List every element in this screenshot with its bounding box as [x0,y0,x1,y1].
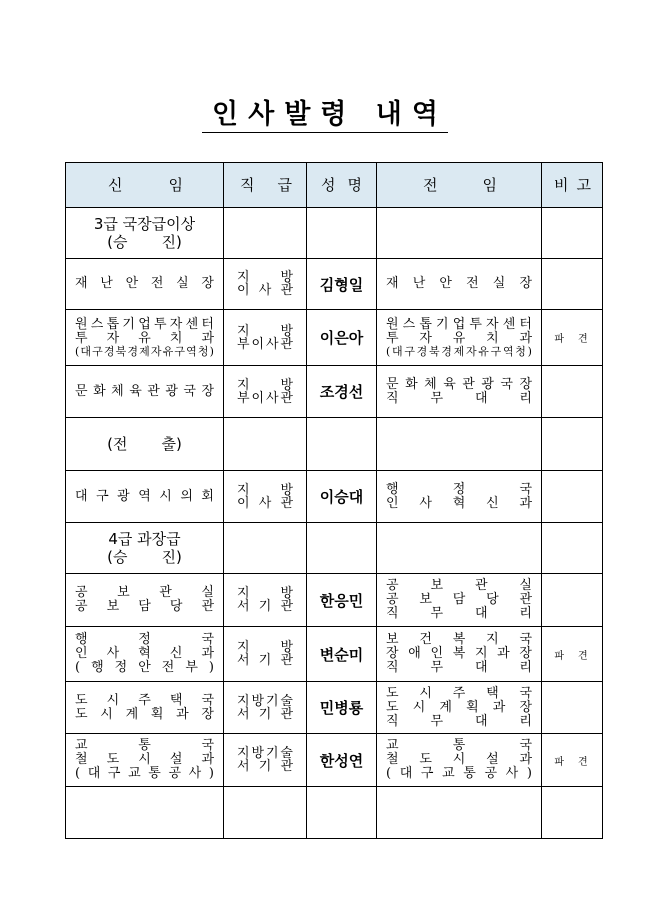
header-name: 성 명 [307,163,377,208]
grade-cell [224,471,307,523]
new-post-line: 대 구 광 역 시 의 회 [75,488,214,504]
prev-post-line: 장 애 인 복 지 과 장 [386,646,532,661]
new-post-line: 철 도 시 설 과 [75,752,214,767]
note-cell [542,682,603,734]
note-cell: 파견 [542,734,603,787]
new-post-line: 투 자 유 치 과 [75,330,214,346]
grade-line: 지 방 [237,323,293,339]
new-post-line: 원 스 톱 기 업 투 자 센 터 [75,316,214,332]
personnel-table [65,162,603,839]
prev-post-cell [377,366,542,418]
new-post-line: 도 시 주 택 국 [75,692,214,708]
new-post-line: 재 난 안 전 실 장 [75,276,214,291]
empty-row [66,787,603,839]
person-name: 한성연 [307,734,377,787]
grade-cell [224,366,307,418]
prev-post-cell [377,682,542,734]
new-post-cell [66,259,224,310]
prev-post-cell [377,310,542,366]
new-post-cell [66,471,224,523]
table-row [66,471,603,523]
prev-post-line: 행 정 국 [386,481,532,497]
header-note: 비 고 [542,163,603,208]
grade-line: 지 방 [237,482,293,498]
header-new-post: 신 임 [66,163,224,208]
prev-post-line: 인 사 혁 신 과 [386,495,532,511]
header-row [66,163,603,208]
grade-cell [224,734,307,787]
note-cell [542,471,603,523]
prev-post-cell [377,734,542,787]
table-row [66,627,603,682]
prev-post-line: 교 통 국 [386,738,532,753]
new-post-cell [66,627,224,682]
prev-post-line: 원 스 톱 기 업 투 자 센 터 [386,316,532,332]
prev-post-line: 철 도 시 설 과 [386,752,532,767]
new-post-line: ( 대 구 교 통 공 사 ) [75,766,214,781]
table-row [66,366,603,418]
section-row [66,418,603,471]
new-post-cell [66,734,224,787]
prev-post-cell [377,574,542,627]
table-row [66,682,603,734]
grade-line: 지 방 기 술 [237,746,293,761]
header-grade: 직 급 [224,163,307,208]
person-name: 이은아 [307,310,377,366]
new-post-line: 문 화 체 육 관 광 국 장 [75,383,214,399]
grade-line: 부 이 사 관 [237,390,293,406]
section-row [66,208,603,259]
table-row [66,574,603,627]
grade-line: 부 이 사 관 [237,336,293,352]
prev-post-line: 직 무 대 리 [386,606,532,621]
note-cell [542,366,603,418]
person-name: 김형일 [307,259,377,310]
grade-line: 서 기 관 [237,599,293,614]
grade-cell [224,310,307,366]
prev-post-line: 보 건 복 지 국 [386,632,532,647]
person-name: 민병룡 [307,682,377,734]
prev-post-cell [377,471,542,523]
prev-post-line: 공 보 담 당 관 [386,592,532,607]
person-name: 조경선 [307,366,377,418]
note-cell: 파견 [542,627,603,682]
prev-post-line: ( 대 구 교 통 공 사 ) [386,766,532,781]
prev-post-cell [377,259,542,310]
new-post-line: 공 보 관 실 [75,585,214,600]
grade-line: 이 사 관 [237,495,293,511]
prev-post-cell [377,627,542,682]
grade-cell [224,682,307,734]
note-cell: 파견 [542,310,603,366]
grade-line: 서 기 관 [237,706,293,722]
person-name: 한응민 [307,574,377,627]
person-name: 이승대 [307,471,377,523]
person-name: 변순미 [307,627,377,682]
grade-line: 이 사 관 [237,283,293,298]
new-post-cell [66,366,224,418]
new-post-line: ( 대 구 경 북 경 제 자 유 구 역 청 ) [75,344,214,358]
section-heading: 4급 과장급 (승 진) [66,523,224,574]
section-row [66,523,603,574]
section-heading: (전 출) [66,418,224,471]
new-post-line: 도 시 계 획 과 장 [75,706,214,722]
grade-line: 지 방 기 술 [237,693,293,709]
prev-post-line: 문 화 체 육 관 광 국 장 [386,376,532,392]
grade-line: 지 방 [237,270,293,285]
new-post-cell [66,310,224,366]
prev-post-line: ( 대 구 경 북 경 제 자 유 구 역 청 ) [386,344,532,358]
title-text: 인사발령 내역 [202,99,448,133]
new-post-line: 공 보 담 당 관 [75,599,214,614]
table-row [66,734,603,787]
prev-post-line: 투 자 유 치 과 [386,330,532,346]
new-post-cell [66,574,224,627]
new-post-cell [66,682,224,734]
table-row [66,259,603,310]
note-cell [542,259,603,310]
grade-line: 지 방 [237,377,293,393]
grade-line: 서 기 관 [237,653,293,668]
grade-cell [224,627,307,682]
new-post-line: 교 통 국 [75,738,214,753]
grade-line: 지 방 [237,586,293,601]
grade-cell [224,259,307,310]
prev-post-line: 직 무 대 리 [386,713,532,729]
header-prev-post: 전 임 [377,163,542,208]
grade-cell [224,574,307,627]
table-row [66,310,603,366]
section-heading: 3급 국장급이상 (승 진) [66,208,224,259]
grade-line: 지 방 [237,640,293,655]
new-post-line: ( 행 정 안 전 부 ) [75,660,214,675]
prev-post-line: 재 난 안 전 실 장 [386,276,532,291]
grade-line: 서 기 관 [237,759,293,774]
prev-post-line: 도 시 계 획 과 장 [386,699,532,715]
prev-post-line: 공 보 관 실 [386,578,532,593]
prev-post-line: 도 시 주 택 국 [386,685,532,701]
note-cell [542,574,603,627]
new-post-line: 행 정 국 [75,632,214,647]
new-post-line: 인 사 혁 신 과 [75,646,214,661]
prev-post-line: 직 무 대 리 [386,660,532,675]
prev-post-line: 직 무 대 리 [386,390,532,406]
document-title [0,92,650,131]
